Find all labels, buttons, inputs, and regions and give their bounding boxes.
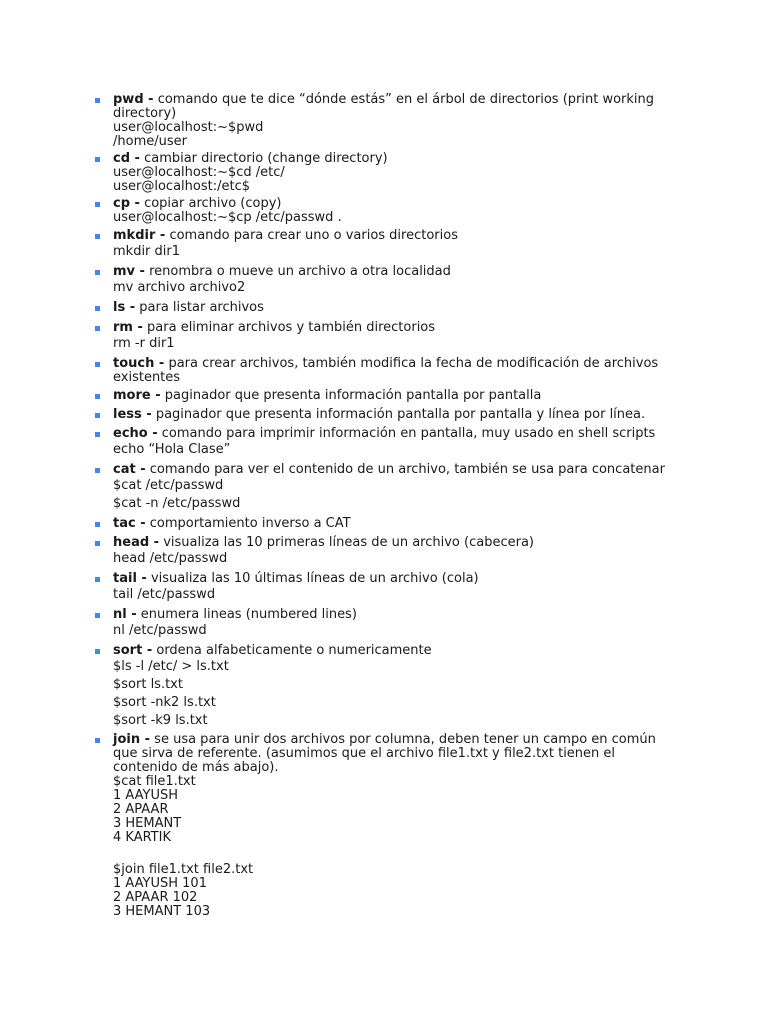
command-example-line: user@localhost:~$cp /etc/passwd . (113, 210, 342, 225)
bullet-icon (95, 541, 100, 546)
command-heading (113, 517, 673, 531)
command-example-line: /home/user (113, 134, 187, 149)
command-example-line: user@localhost:~$pwd (113, 120, 264, 135)
command-description: cambiar directorio (change directory) (144, 151, 388, 166)
command-description: para listar archivos (139, 300, 264, 315)
command-example-line: mkdir dir1 (113, 244, 181, 259)
command-name: nl - (113, 607, 137, 622)
list-item (113, 357, 673, 385)
command-heading (113, 733, 673, 775)
command-description: visualiza las 10 primeras líneas de un archivo (cabecera) (163, 535, 534, 550)
command-description: para crear archivos, también modifica la fecha de modificación de archivos existentes (113, 356, 659, 385)
command-example-line: 4 KARTIK (113, 830, 171, 845)
command-heading (113, 321, 673, 335)
command-name: touch - (113, 356, 165, 371)
command-name: less - (113, 407, 152, 422)
command-description: para eliminar archivos y también directorios (147, 320, 436, 335)
command-heading (113, 197, 673, 211)
command-name: pwd - (113, 92, 154, 107)
command-example-line: 2 APAAR (113, 802, 169, 817)
list-item (113, 536, 673, 568)
command-heading (113, 463, 673, 477)
command-name: mv - (113, 264, 145, 279)
command-heading (113, 608, 673, 622)
command-example-line: rm -r dir1 (113, 336, 175, 351)
command-name: cd - (113, 151, 140, 166)
list-item (113, 265, 673, 297)
bullet-icon (95, 577, 100, 582)
command-example-line: echo “Hola Clase” (113, 442, 231, 457)
command-example-line: user@localhost:/etc$ (113, 179, 250, 194)
list-item (113, 93, 673, 149)
list-item (113, 197, 673, 225)
command-example-line: 1 AAYUSH 101 (113, 876, 207, 891)
command-example-line: $ls -l /etc/ > ls.txt (113, 659, 229, 674)
command-name: tail - (113, 571, 147, 586)
list-item (113, 229, 673, 261)
command-example-line: 1 AAYUSH (113, 788, 179, 803)
command-description: renombra o mueve un archivo a otra localidad (149, 264, 451, 279)
list-item (113, 517, 673, 531)
list-item (113, 608, 673, 640)
bullet-icon (95, 234, 100, 239)
command-name: ls - (113, 300, 136, 315)
command-heading (113, 572, 673, 586)
list-item (113, 408, 673, 422)
bullet-icon (95, 306, 100, 311)
command-example-line: 3 HEMANT (113, 816, 182, 831)
bullet-icon (95, 649, 100, 654)
command-description: comportamiento inverso a CAT (149, 516, 351, 531)
command-heading (113, 536, 673, 550)
bullet-icon (95, 326, 100, 331)
command-example-line: $cat /etc/passwd (113, 478, 224, 493)
command-example-line: $sort -k9 ls.txt (113, 713, 208, 728)
command-name: more - (113, 388, 161, 403)
command-description: paginador que presenta información pantalla por pantalla (164, 388, 542, 403)
command-example-line: $sort ls.txt (113, 677, 183, 692)
command-example-line: head /etc/passwd (113, 551, 228, 566)
command-description: comando para imprimir información en pantalla, muy usado en shell scripts (161, 426, 656, 441)
list-item (113, 301, 673, 315)
command-example-line: mv archivo archivo2 (113, 280, 246, 295)
command-heading (113, 427, 673, 441)
command-name: tac - (113, 516, 146, 531)
command-example-line: $sort -nk2 ls.txt (113, 695, 216, 710)
command-name: sort - (113, 643, 153, 658)
command-example-line: 2 APAAR 102 (113, 890, 198, 905)
command-example-line: $cat -n /etc/passwd (113, 496, 241, 511)
list-item (113, 152, 673, 194)
bullet-icon (95, 202, 100, 207)
command-description: comando para ver el contenido de un archivo, también se usa para concatenar (149, 462, 665, 477)
command-name: mkdir - (113, 228, 166, 243)
command-example-line: nl /etc/passwd (113, 623, 207, 638)
list-item (113, 427, 673, 459)
list-item (113, 644, 673, 730)
bullet-icon (95, 394, 100, 399)
command-heading (113, 301, 673, 315)
bullet-icon (95, 522, 100, 527)
command-description: paginador que presenta información pantalla por pantalla y línea por línea. (155, 407, 646, 422)
blank-line (113, 845, 673, 863)
list-item (113, 463, 673, 513)
bullet-icon (95, 468, 100, 473)
command-description: comando para crear uno o varios directorios (169, 228, 458, 243)
command-description: comando que te dice “dónde estás” en el árbol de directorios (print working directory) (113, 92, 655, 121)
list-item (113, 733, 673, 919)
command-heading (113, 644, 673, 658)
command-heading (113, 265, 673, 279)
command-example-line: $join file1.txt file2.txt (113, 862, 254, 877)
command-name: cat - (113, 462, 146, 477)
command-name: join - (113, 732, 151, 747)
list-item (113, 321, 673, 353)
command-name: rm - (113, 320, 143, 335)
command-name: echo - (113, 426, 158, 441)
command-description: copiar archivo (copy) (144, 196, 282, 211)
command-heading (113, 229, 673, 243)
command-heading (113, 408, 673, 422)
command-heading (113, 389, 673, 403)
command-heading (113, 152, 673, 166)
bullet-icon (95, 613, 100, 618)
command-example-line: user@localhost:~$cd /etc/ (113, 165, 285, 180)
command-example-line: $cat file1.txt (113, 774, 196, 789)
list-item (113, 389, 673, 403)
command-name: head - (113, 535, 160, 550)
bullet-icon (95, 432, 100, 437)
command-description: visualiza las 10 últimas líneas de un archivo (cola) (150, 571, 479, 586)
command-description: ordena alfabeticamente o numericamente (156, 643, 432, 658)
command-description: enumera lineas (numbered lines) (140, 607, 357, 622)
list-item (113, 572, 673, 604)
command-example-line: 3 HEMANT 103 (113, 904, 211, 919)
command-heading (113, 93, 673, 121)
bullet-icon (95, 413, 100, 418)
command-heading (113, 357, 673, 385)
bullet-icon (95, 98, 100, 103)
command-name: cp - (113, 196, 140, 211)
bullet-icon (95, 362, 100, 367)
bullet-icon (95, 738, 100, 743)
command-description: se usa para unir dos archivos por columna, deben tener un campo en común que sirva de referente. (asumimos que el archivo file1.txt y file2.txt tienen el contenido de más abajo). (113, 732, 656, 775)
bullet-icon (95, 157, 100, 162)
command-example-line: tail /etc/passwd (113, 587, 216, 602)
bullet-icon (95, 270, 100, 275)
